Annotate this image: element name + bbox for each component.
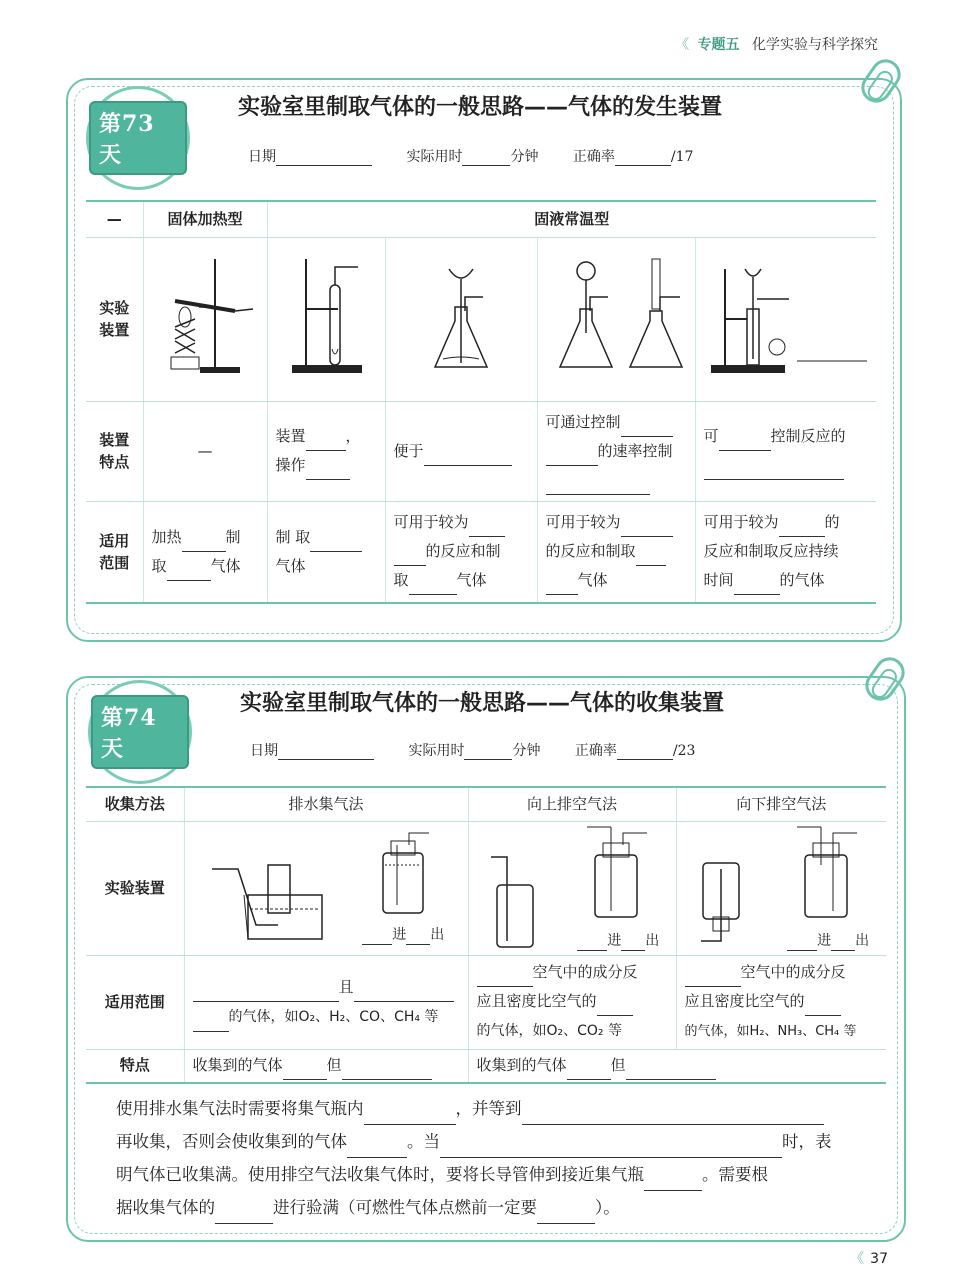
apparatus-flask-long-funnel — [385, 237, 537, 401]
day74-badge: 第74天 — [88, 680, 192, 784]
apparatus-solid-heat — [143, 237, 267, 401]
apparatus-up-air: 进 出 — [468, 821, 676, 955]
row-scope-label: 适用范围 — [86, 955, 184, 1049]
page-number: 《 37 — [850, 1251, 888, 1267]
scope-tube: 制 取 气体 — [267, 501, 385, 603]
test-tube-apparatus-icon — [286, 249, 366, 379]
header-dash: — — [86, 201, 143, 237]
page-header — [675, 34, 878, 54]
scope-water: 且 的气体，如O₂、H₂、CO、CH₄ 等 — [184, 955, 468, 1049]
scope-controllable: 可用于较为 的 反应和制取反应持续 时间 的气体 — [695, 501, 876, 603]
header-down-air: 向下排空气法 — [676, 787, 886, 821]
solid-heat-apparatus-icon — [155, 249, 255, 379]
row-feature-label: 特点 — [86, 1049, 184, 1083]
header-up-air: 向上排空气法 — [468, 787, 676, 821]
separatory-funnel-apparatus-icon — [546, 249, 686, 379]
flask-funnel-apparatus-icon — [421, 249, 501, 379]
day74-info: 日期 实际用时 分钟 正确率 /23 — [250, 740, 695, 760]
header-solid-heat: 固体加热型 — [143, 201, 267, 237]
feature-solid-heat: — — [143, 401, 267, 501]
scope-solid-heat: 加热 制 取 气体 — [143, 501, 267, 603]
day73-badge: 第73天 — [86, 86, 190, 190]
topic-tag: 专题五 — [697, 37, 740, 53]
row-feature-label: 装置特点 — [86, 401, 143, 501]
scope-down-air: 空气中的成分反 应且密度比空气的 的气体，如H₂、NH₃、CH₄ 等 — [676, 955, 886, 1049]
day74-title: 实验室里制取气体的一般思路——气体的收集装置 — [240, 686, 724, 717]
day73-table — [86, 200, 876, 604]
chevron-icon: 《 — [850, 1251, 865, 1267]
scope-up-air: 空气中的成分反 应且密度比空气的 的气体，如O₂、CO₂ 等 — [468, 955, 676, 1049]
gas-bottle-down-icon — [795, 825, 861, 921]
header-water: 排水集气法 — [184, 787, 468, 821]
row-apparatus-label: 实验装置 — [86, 821, 184, 955]
scope-separatory: 可用于较为 的反应和制取 气体 — [537, 501, 695, 603]
feature-controllable: 可 控制反应的 — [695, 401, 876, 501]
gas-bottle-water-icon — [373, 831, 433, 915]
feature-water: 收集到的气体 但 — [184, 1049, 468, 1083]
feature-separatory: 可通过控制 的速率控制 — [537, 401, 695, 501]
controllable-apparatus-icon — [701, 249, 871, 379]
feature-tube: 装置 ， 操作 — [267, 401, 385, 501]
apparatus-down-air: 进 出 — [676, 821, 886, 955]
header-method: 收集方法 — [86, 787, 184, 821]
header-solid-liquid: 固液常温型 — [267, 201, 876, 237]
day73-title: 实验室里制取气体的一般思路——气体的发生装置 — [238, 90, 722, 121]
topic-subject: 化学实验与科学探究 — [752, 37, 878, 53]
day74-table — [86, 786, 886, 1084]
gas-bottle-up-icon — [585, 825, 651, 921]
apparatus-tube-stand — [267, 237, 385, 401]
apparatus-kipp-like — [695, 237, 876, 401]
day74-paragraph: 使用排水集气法时需要将集气瓶内 ，并等到 再收集，否则会使收集到的气体 。当 时，表 明气体已收集满。使用排空气法收集气体时，要将长导管伸到接近集气瓶 。需要根 据收集气体的 进行验满（可燃性气体点燃前一定要 ）。 — [116, 1092, 890, 1224]
open-bottle-up-icon — [485, 855, 545, 951]
apparatus-flask-separatory-syringe — [537, 237, 695, 401]
feature-long-funnel: 便于 — [385, 401, 537, 501]
apparatus-water: 进 出 — [184, 821, 468, 955]
feature-air: 收集到的气体 但 — [468, 1049, 886, 1083]
inverted-bottle-icon — [693, 855, 753, 951]
day73-info: 日期 实际用时 分钟 正确率 /17 — [248, 146, 693, 166]
water-trough-icon — [208, 855, 328, 945]
chevron-icon: 《 — [675, 37, 690, 53]
row-scope-label: 适用范围 — [86, 501, 143, 603]
scope-long-funnel: 可用于较为 的反应和制 取 气体 — [385, 501, 537, 603]
row-apparatus-label: 实验装置 — [86, 237, 143, 401]
